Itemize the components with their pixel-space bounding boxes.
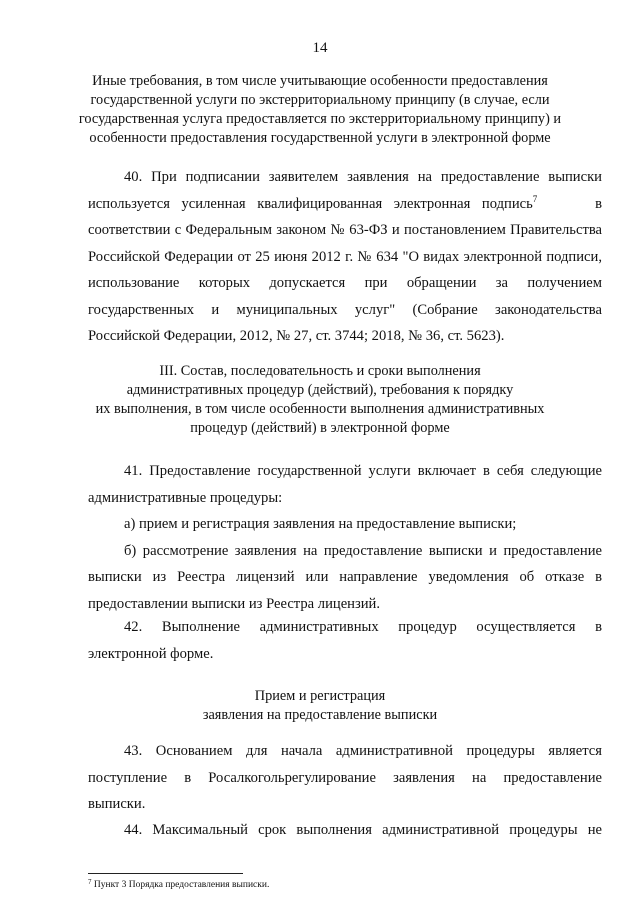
- heading-section-3: [70, 362, 570, 438]
- paragraph-41: [88, 458, 602, 617]
- text-line: 40. При подписании заявителем заявления на предоставление выписки: [124, 169, 602, 185]
- text-fragment: используется усиленная квалифицированная электронная подпись: [88, 195, 533, 212]
- text-line: выписки из Реестра лицензий или направление уведомления об отказе в: [88, 569, 602, 585]
- footnote: [88, 879, 269, 891]
- text-line: б) рассмотрение заявления на предоставление выписки и предоставление: [124, 542, 602, 559]
- text-line: Российской Федерации от 25 июня 2012 г. № 634 "О видах электронной подписи,: [88, 248, 602, 265]
- paragraph-44: [88, 817, 602, 844]
- heading-line: Прием и регистрация: [254, 688, 386, 704]
- text-line: использование которых допускается при обращении за получением: [88, 275, 602, 291]
- text-line: Российской Федерации, 2012, № 27, ст. 3744; 2018, № 36, ст. 5623).: [88, 328, 505, 344]
- footnote-text: Пункт 3 Порядка предоставления выписки.: [93, 880, 270, 890]
- text-line: выписки.: [88, 796, 146, 812]
- text-line-with-footnote: [88, 191, 602, 218]
- footnote-separator: [88, 873, 243, 874]
- text-line: государственных и муниципальных услуг" (Собрание законодательства: [88, 301, 602, 318]
- heading-line: государственная услуга предоставляется по экстерриториальному принципу) и: [78, 111, 562, 127]
- text-line: 43. Основанием для начала административной процедуры является: [124, 743, 602, 759]
- heading-line: Иные требования, в том числе учитывающие особенности предоставления: [92, 73, 548, 89]
- page-number: 14: [312, 40, 328, 56]
- footnote-reference: 7: [532, 193, 538, 204]
- text-line: а) прием и регистрация заявления на предоставление выписки;: [124, 516, 517, 532]
- heading-line: процедур (действий) в электронной форме: [190, 420, 450, 436]
- text-line: поступление в Росалкогольрегулирование заявления на предоставление: [88, 769, 602, 786]
- heading-line: III. Состав, последовательность и сроки выполнения: [159, 363, 481, 379]
- paragraph-43: [88, 738, 602, 818]
- heading-line: заявления на предоставление выписки: [202, 707, 438, 723]
- heading-line: особенности предоставления государственной услуги в электронной форме: [89, 130, 551, 146]
- paragraph-42: [88, 614, 602, 667]
- footnote-mark: 7: [88, 878, 92, 886]
- text-line: 44. Максимальный срок выполнения административной процедуры не: [124, 822, 602, 838]
- heading-line: их выполнения, в том числе особенности выполнения административных: [95, 401, 545, 417]
- text-line: 42. Выполнение административных процедур осуществляется в: [124, 619, 602, 635]
- heading-line: государственной услуги по экстерриториальному принципу (в случае, если: [90, 92, 550, 108]
- heading-other-requirements: [70, 72, 570, 148]
- heading-reception: [70, 687, 570, 725]
- text-line: 41. Предоставление государственной услуги включает в себя следующие: [124, 463, 602, 479]
- text-fragment: в: [595, 195, 603, 212]
- text-line: предоставлении выписки из Реестра лицензий.: [88, 595, 381, 612]
- text-line: административные процедуры:: [88, 489, 283, 506]
- text-line: электронной форме.: [88, 645, 214, 662]
- heading-line: административных процедур (действий), требования к порядку: [126, 382, 514, 398]
- text-line: соответствии с Федеральным законом № 63-ФЗ и постановлением Правительства: [88, 222, 602, 238]
- paragraph-40: [88, 164, 602, 350]
